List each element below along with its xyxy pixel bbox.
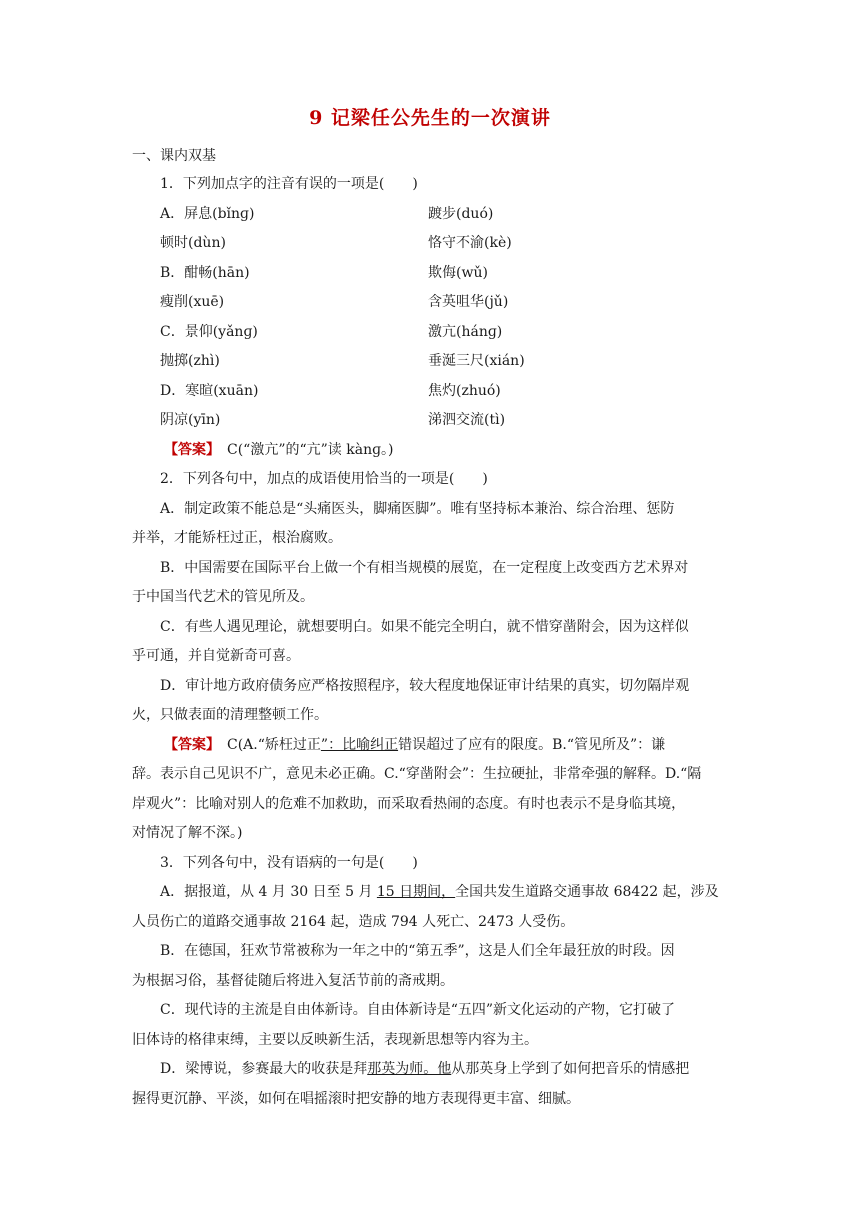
q3-option-d-line2: 握得更沉静、平淡，如何在唱摇滚时把安静的地方表现得更丰富、细腻。 bbox=[132, 1091, 580, 1107]
q2-answer-line4: 对情况了解不深。) bbox=[132, 825, 243, 841]
q1-option-c2-left: 抛掷(zhì) bbox=[160, 353, 220, 369]
q3-option-d-text: D．梁博说，参赛最大的收获是拜 bbox=[160, 1061, 368, 1077]
q2-stem: 2．下列各句中，加点的成语使用恰当的一项是( ) bbox=[160, 471, 488, 487]
q2-answer-underlined: ”：比喻纠正 bbox=[320, 737, 399, 753]
q2-option-b-line2: 于中国当代艺术的管见所及。 bbox=[132, 589, 314, 605]
q3-option-d-underlined: 那英为师。他 bbox=[367, 1061, 452, 1077]
q1-option-d-right: 焦灼(zhuó) bbox=[428, 383, 501, 399]
q2-option-a-line2: 并举，才能矫枉过正，根治腐败。 bbox=[132, 530, 342, 546]
q2-answer-text: C(A.“矫枉过正 bbox=[227, 737, 321, 753]
q1-option-a2-left: 顿时(dùn) bbox=[160, 235, 226, 251]
q2-option-b-line1: B．中国需要在国际平台上做一个有相当规模的展览，在一定程度上改变西方艺术界对 bbox=[160, 560, 689, 576]
q3-option-b-line1: B．在德国，狂欢节常被称为一年之中的“第五季”，这是人们全年最狂放的时段。因 bbox=[160, 943, 675, 959]
q3-option-c-line2: 旧体诗的格律束缚，主要以反映新生活，表现新思想等内容为主。 bbox=[132, 1032, 538, 1048]
q3-option-a-text-cont: 全国共发生道路交通事故 68422 起，涉及 bbox=[455, 884, 719, 900]
q1-option-b2-left: 瘦削(xuē) bbox=[160, 294, 225, 310]
q1-answer-text: C(“激亢”的“亢”读 kànɡ。) bbox=[227, 442, 394, 458]
q3-option-d-line1 bbox=[160, 1059, 689, 1079]
q1-option-b-left: B．酣畅(hān) bbox=[160, 265, 250, 281]
q2-option-c-line1: C．有些人遇见理论，就想要明白。如果不能完全明白，就不惜穿凿附会，因为这样似 bbox=[160, 619, 689, 635]
q1-option-d-left: D．寒暄(xuān) bbox=[160, 383, 259, 399]
q1-option-c-left: C．景仰(yǎnɡ) bbox=[160, 324, 258, 340]
section-heading: 一、课内双基 bbox=[132, 148, 216, 164]
q3-option-a-line1 bbox=[160, 882, 719, 902]
q2-answer-line1 bbox=[164, 735, 665, 755]
q1-option-a2-right: 恪守不渝(kè) bbox=[428, 235, 512, 251]
q1-answer bbox=[164, 440, 394, 460]
q1-option-b-right: 欺侮(wǔ) bbox=[428, 265, 488, 281]
q1-option-a-right: 踱步(duó) bbox=[428, 206, 494, 222]
q3-option-a-line2: 人员伤亡的道路交通事故 2164 起，造成 794 人死亡、2473 人受伤。 bbox=[132, 914, 575, 930]
q2-answer-line2: 辞。表示自己见识不广，意见未必正确。C.“穿凿附会”：生拉硬扯，非常牵强的解释。D.“隔 bbox=[132, 766, 702, 782]
q2-option-c-line2: 乎可通，并自觉新奇可喜。 bbox=[132, 648, 300, 664]
q2-option-d-line1: D．审计地方政府债务应严格按照程序，较大程度地保证审计结果的真实，切勿隔岸观 bbox=[160, 678, 690, 694]
q3-option-c-line1: C．现代诗的主流是自由体新诗。自由体新诗是“五四”新文化运动的产物，它打破了 bbox=[160, 1002, 676, 1018]
answer-tag: 【答案】 bbox=[164, 737, 213, 753]
q1-option-b2-right: 含英咀华(jǔ) bbox=[428, 294, 509, 310]
q2-option-d-line2: 火，只做表面的清理整顿工作。 bbox=[132, 707, 328, 723]
q1-stem: 1．下列加点字的注音有误的一项是( ) bbox=[160, 176, 418, 192]
page-title: 9 记梁任公先生的一次演讲 bbox=[309, 107, 551, 129]
q3-option-a-text: A．据报道，从 4 月 30 日至 5 月 bbox=[160, 884, 377, 900]
q2-answer-line3: 岸观火”：比喻对别人的危难不加救助，而采取看热闹的态度。有时也表示不是身临其境， bbox=[132, 796, 686, 812]
q2-option-a-line1: A．制定政策不能总是“头痛医头，脚痛医脚”。唯有坚持标本兼治、综合治理、惩防 bbox=[160, 501, 675, 517]
q2-answer-text-cont: 错误超过了应有的限度。B.“管见所及”：谦 bbox=[398, 737, 666, 753]
q3-option-d-text-cont: 从那英身上学到了如何把音乐的情感把 bbox=[451, 1061, 690, 1077]
q1-option-d2-right: 涕泗交流(tì) bbox=[428, 412, 506, 428]
q1-option-c-right: 激亢(hánɡ) bbox=[428, 324, 503, 340]
q1-option-a-left: A．屏息(bǐnɡ) bbox=[160, 206, 255, 222]
q3-option-b-line2: 为根据习俗，基督徒随后将进入复活节前的斋戒期。 bbox=[132, 973, 454, 989]
q3-stem: 3．下列各句中，没有语病的一句是( ) bbox=[160, 855, 418, 871]
q1-option-c2-right: 垂涎三尺(xián) bbox=[428, 353, 525, 369]
answer-tag: 【答案】 bbox=[164, 442, 213, 458]
q1-option-d2-left: 阴凉(yīn) bbox=[160, 412, 221, 428]
q3-option-a-underlined: 15 日期间， bbox=[376, 884, 456, 900]
